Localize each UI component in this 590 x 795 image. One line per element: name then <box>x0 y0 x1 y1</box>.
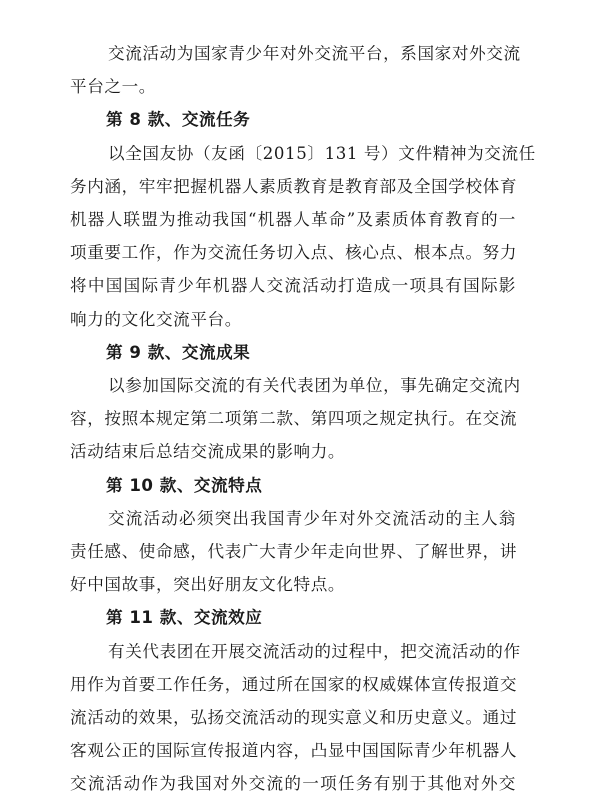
section-heading-9: 第 9 款、交流成果 <box>106 342 251 362</box>
paragraph-line: 责任感、使命感，代表广大青少年走向世界、了解世界，讲 <box>70 542 518 561</box>
paragraph-line: 以全国友协（友函〔2015〕131 号）文件精神为交流任 <box>108 143 536 163</box>
paragraph-line: 用作为首要工作任务，通过所在国家的权威媒体宣传报道交 <box>70 674 518 694</box>
section-heading-10: 第 10 款、交流特点 <box>106 475 263 495</box>
paragraph-line: 有关代表团在开展交流活动的过程中，把交流活动的作 <box>108 641 521 661</box>
paragraph-line: 响力的文化交流平台。 <box>70 309 242 329</box>
paragraph-line: 交流活动必须突出我国青少年对外交流活动的主人翁 <box>108 508 516 528</box>
paragraph-line: 好中国故事，突出好朋友文化特点。 <box>70 575 346 595</box>
paragraph-line: 将中国国际青少年机器人交流活动打造成一项具有国际影 <box>70 276 516 296</box>
paragraph-line: 务内涵，牢牢把握机器人素质教育是教育部及全国学校体育 <box>70 176 518 196</box>
paragraph-line: 以参加国际交流的有关代表团为单位，事先确定交流内 <box>108 376 521 395</box>
paragraph-line: 客观公正的国际宣传报道内容，凸显中国国际青少年机器人 <box>70 741 518 761</box>
paragraph-line: 活动结束后总结交流成果的影响力。 <box>70 442 346 462</box>
paragraph-line: 容，按照本规定第二项第二款、第四项之规定执行。在交流 <box>70 409 518 429</box>
paragraph-line-overflow: 交流活动作为我国对外交流的一项任务有别于其他对外交 <box>70 774 516 794</box>
paragraph-line: 项重要工作，作为交流任务切入点、核心点、根本点。努力 <box>70 243 518 263</box>
section-heading-8: 第 8 款、交流任务 <box>106 110 251 130</box>
paragraph-line: 机器人联盟为推动我国“机器人革命”及素质体育教育的一 <box>70 210 516 229</box>
paragraph-line: 流活动的效果，弘扬交流活动的现实意义和历史意义。通过 <box>70 708 518 727</box>
paragraph-line: 平台之一。 <box>70 77 156 97</box>
paragraph-line: 交流活动为国家青少年对外交流平台，系国家对外交流 <box>108 44 521 63</box>
section-heading-11: 第 11 款、交流效应 <box>106 608 263 628</box>
